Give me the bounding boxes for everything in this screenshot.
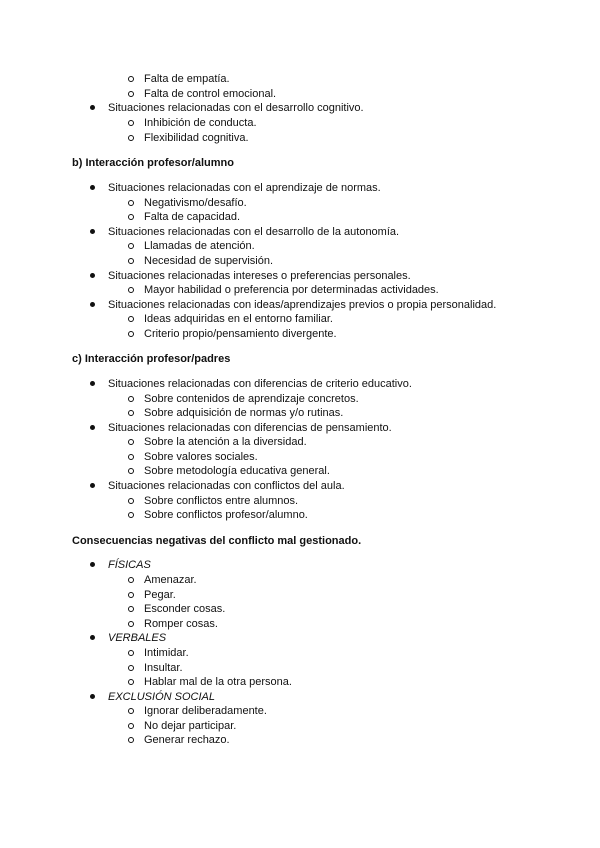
hollow-bullet-icon: [128, 316, 134, 322]
hollow-bullet-icon: [128, 577, 134, 583]
hollow-bullet-icon: [128, 468, 134, 474]
bullet-icon: [90, 229, 95, 234]
list-item: Sobre valores sociales.: [144, 451, 258, 463]
hollow-bullet-icon: [128, 650, 134, 656]
bullet-icon: [90, 694, 95, 699]
bullet-icon: [90, 381, 95, 386]
list-item: Intimidar.: [144, 647, 189, 659]
hollow-bullet-icon: [128, 679, 134, 685]
bullet-icon: [90, 562, 95, 567]
list-item: Esconder cosas.: [144, 603, 226, 615]
bullet-icon: [90, 105, 95, 110]
list-item: Sobre conflictos profesor/alumno.: [144, 509, 308, 521]
list-item: Situaciones relacionadas con diferencias de criterio educativo.: [108, 378, 412, 390]
list-item: Criterio propio/pensamiento divergente.: [144, 328, 337, 340]
list-item: Pegar.: [144, 589, 176, 601]
list-item: Mayor habilidad o preferencia por determinadas actividades.: [144, 284, 439, 296]
list-item: Situaciones relacionadas intereses o preferencias personales.: [108, 270, 411, 282]
hollow-bullet-icon: [128, 723, 134, 729]
hollow-bullet-icon: [128, 331, 134, 337]
hollow-bullet-icon: [128, 665, 134, 671]
hollow-bullet-icon: [128, 258, 134, 264]
list-item: Negativismo/desafío.: [144, 197, 247, 209]
hollow-bullet-icon: [128, 120, 134, 126]
hollow-bullet-icon: [128, 396, 134, 402]
list-item: Falta de empatía.: [144, 73, 230, 85]
list-item: Sobre conflictos entre alumnos.: [144, 495, 299, 507]
hollow-bullet-icon: [128, 708, 134, 714]
list-item: Inhibición de conducta.: [144, 117, 257, 129]
list-item: Necesidad de supervisión.: [144, 255, 274, 267]
list-item: Sobre la atención a la diversidad.: [144, 436, 307, 448]
hollow-bullet-icon: [128, 498, 134, 504]
bullet-icon: [90, 185, 95, 190]
list-item: Sobre metodología educativa general.: [144, 465, 330, 477]
list-item: Situaciones relacionadas con el desarrollo de la autonomía.: [108, 226, 400, 238]
list-item: Romper cosas.: [144, 618, 218, 630]
list-item: Situaciones relacionadas con ideas/aprendizajes previos o propia personalidad.: [108, 299, 497, 311]
list-item: Falta de control emocional.: [144, 88, 277, 100]
hollow-bullet-icon: [128, 410, 134, 416]
section-heading: b) Interacción profesor/alumno: [72, 157, 234, 169]
hollow-bullet-icon: [128, 91, 134, 97]
category-label: VERBALES: [108, 632, 167, 644]
bullet-icon: [90, 635, 95, 640]
list-item: Insultar.: [144, 662, 183, 674]
list-item: Ideas adquiridas en el entorno familiar.: [144, 313, 333, 325]
hollow-bullet-icon: [128, 200, 134, 206]
bullet-icon: [90, 273, 95, 278]
hollow-bullet-icon: [128, 214, 134, 220]
section-heading: c) Interacción profesor/padres: [72, 353, 231, 365]
list-item: Situaciones relacionadas con el aprendizaje de normas.: [108, 182, 381, 194]
list-item: Situaciones relacionadas con diferencias de pensamiento.: [108, 422, 392, 434]
hollow-bullet-icon: [128, 287, 134, 293]
bullet-icon: [90, 483, 95, 488]
section-heading: Consecuencias negativas del conflicto mal gestionado.: [72, 535, 362, 547]
list-item: Amenazar.: [144, 574, 197, 586]
list-item: Llamadas de atención.: [144, 240, 255, 252]
hollow-bullet-icon: [128, 621, 134, 627]
hollow-bullet-icon: [128, 454, 134, 460]
list-item: Generar rechazo.: [144, 734, 230, 746]
hollow-bullet-icon: [128, 737, 134, 743]
category-label: FÍSICAS: [108, 559, 151, 571]
hollow-bullet-icon: [128, 512, 134, 518]
hollow-bullet-icon: [128, 592, 134, 598]
list-item: Sobre adquisición de normas y/o rutinas.: [144, 407, 344, 419]
list-item: Falta de capacidad.: [144, 211, 241, 223]
list-item: Hablar mal de la otra persona.: [144, 676, 292, 688]
list-item: No dejar participar.: [144, 720, 237, 732]
category-label: EXCLUSIÓN SOCIAL: [108, 691, 215, 703]
hollow-bullet-icon: [128, 439, 134, 445]
list-item: Sobre contenidos de aprendizaje concretos.: [144, 393, 359, 405]
bullet-icon: [90, 302, 95, 307]
bullet-icon: [90, 425, 95, 430]
hollow-bullet-icon: [128, 76, 134, 82]
list-item: Situaciones relacionadas con conflictos del aula.: [108, 480, 345, 492]
list-item: Situaciones relacionadas con el desarrollo cognitivo.: [108, 102, 364, 114]
list-item: Ignorar deliberadamente.: [144, 705, 267, 717]
hollow-bullet-icon: [128, 243, 134, 249]
list-item: Flexibilidad cognitiva.: [144, 132, 249, 144]
hollow-bullet-icon: [128, 606, 134, 612]
hollow-bullet-icon: [128, 135, 134, 141]
